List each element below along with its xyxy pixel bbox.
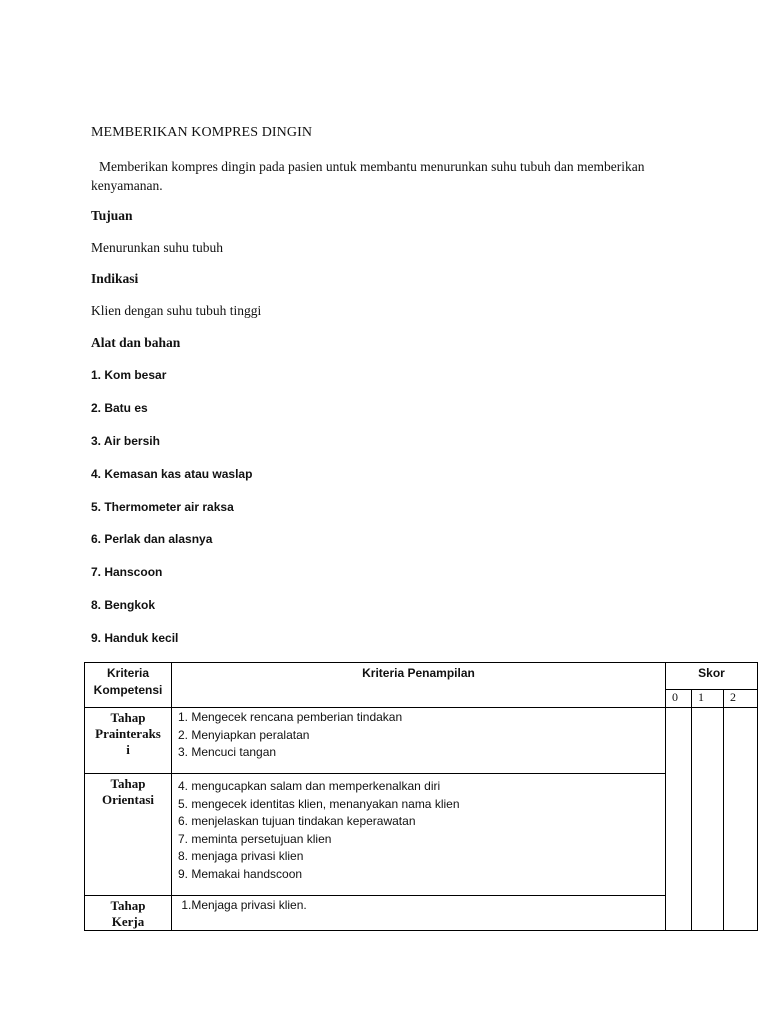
table-row: [85, 896, 758, 931]
step-item: 3. Mencuci tangan: [178, 745, 277, 759]
stage-label: Orientasi: [102, 792, 154, 807]
stage-label: i: [126, 742, 130, 757]
score-header-0: 0: [666, 690, 692, 708]
list-item: 1. Kom besar: [91, 368, 167, 382]
table-row: [85, 708, 758, 774]
step-item: 4. mengucapkan salam dan memperkenalkan diri: [178, 779, 441, 793]
stage-cell: [85, 896, 172, 931]
header-kriteria-penampilan: Kriteria Penampilan: [172, 663, 666, 708]
heading-alat-bahan: Alat dan bahan: [91, 335, 181, 350]
list-item: 5. Thermometer air raksa: [91, 500, 234, 514]
stage-label: Tahap: [110, 776, 146, 791]
list-item: 6. Perlak dan alasnya: [91, 532, 213, 546]
step-item: 6. menjelaskan tujuan tindakan keperawatan: [178, 814, 416, 828]
heading-indikasi: Indikasi: [91, 271, 139, 286]
header-label: Kriteria: [106, 666, 150, 680]
score-header-1: 1: [692, 690, 724, 708]
steps-cell: [172, 896, 666, 931]
heading-tujuan: Tujuan: [91, 208, 133, 223]
intro-paragraph: Memberikan kompres dingin pada pasien untuk membantu menurunkan suhu tubuh dan memberikan kenyamanan.: [91, 159, 645, 193]
score-cell-0: [666, 708, 692, 931]
stage-label: Tahap: [110, 710, 146, 725]
list-item: 7. Hanscoon: [91, 565, 163, 579]
score-header-2: 2: [724, 690, 758, 708]
header-skor: Skor: [666, 663, 758, 690]
stage-cell: [85, 774, 172, 896]
stage-label: Kerja: [111, 914, 145, 929]
list-item: 3. Air bersih: [91, 434, 160, 448]
list-item: 8. Bengkok: [91, 598, 156, 612]
score-cell-1: [692, 708, 724, 931]
list-item: 4. Kemasan kas atau waslap: [91, 467, 253, 481]
document-title: MEMBERIKAN KOMPRES DINGIN: [91, 125, 313, 140]
header-kriteria-kompetensi: [85, 663, 172, 708]
step-item: 1. Mengecek rencana pemberian tindakan: [178, 710, 403, 724]
steps-cell: [172, 708, 666, 774]
table-row: [85, 774, 758, 896]
score-cell-2: [724, 708, 758, 931]
step-item: 1.Menjaga privasi klien.: [178, 898, 307, 912]
rubric-table: [84, 662, 758, 931]
steps-cell: [172, 774, 666, 896]
header-label: Kompetensi: [93, 683, 163, 697]
list-item: 9. Handuk kecil: [91, 631, 179, 645]
stage-label: Tahap: [110, 898, 146, 913]
text-tujuan: Menurunkan suhu tubuh: [91, 240, 223, 255]
stage-label: Prainteraks: [95, 726, 161, 741]
step-item: 2. Menyiapkan peralatan: [178, 727, 310, 742]
text-indikasi: Klien dengan suhu tubuh tinggi: [91, 303, 262, 318]
step-item: 8. menjaga privasi klien: [178, 849, 304, 863]
step-item: 7. meminta persetujuan klien: [178, 831, 332, 846]
list-item: 2. Batu es: [91, 401, 148, 415]
step-item: 9. Memakai handscoon: [178, 866, 303, 881]
stage-cell: [85, 708, 172, 774]
step-item: 5. mengecek identitas klien, menanyakan nama klien: [178, 796, 460, 811]
